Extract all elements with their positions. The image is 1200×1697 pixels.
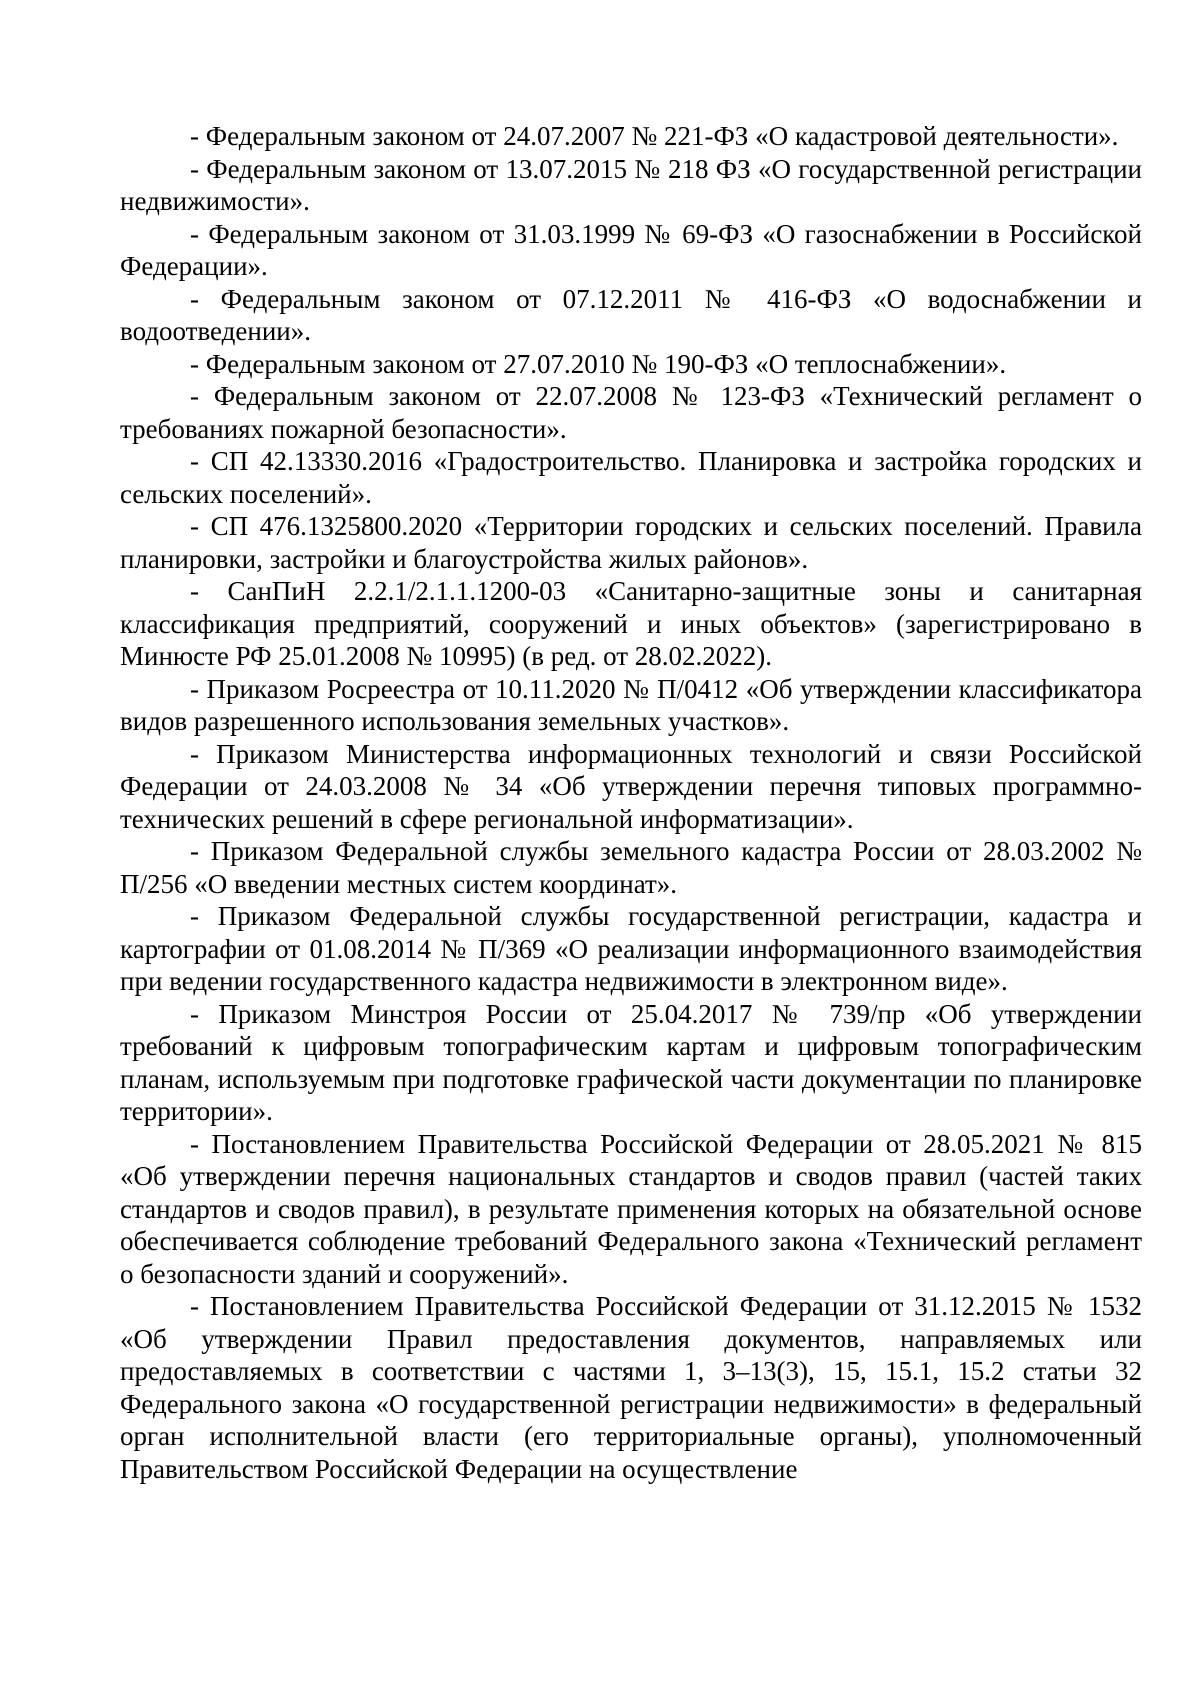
legal-reference-item: - Федеральным законом от 27.07.2010 № 190-ФЗ «О теплоснабжении».	[190, 348, 1007, 379]
legal-reference-item: - Федеральным законом от 22.07.2008 № 123-ФЗ «Технический регламент о требованиях пожарной безопасности».	[120, 381, 1142, 444]
legal-reference-item: - Федеральным законом от 13.07.2015 № 218 ФЗ «О государственной регистрации недвижимости».	[120, 153, 1142, 216]
legal-reference-item: - СП 476.1325800.2020 «Территории городских и сельских поселений. Правила планировки, застройки и благоустройства жилых районов».	[120, 511, 1142, 574]
legal-reference-item: - Приказом Минстроя России от 25.04.2017 № 739/пр «Об утверждении требований к цифровым топографическим картам и цифровым топографическим планам, используемым при подготовке графической части документации по планировке территории».	[120, 998, 1142, 1126]
legal-reference-item: - Приказом Росреестра от 10.11.2020 № П/0412 «Об утверждении классификатора видов разрешенного использования земельных участков».	[120, 673, 1142, 736]
legal-reference-item: - Приказом Министерства информационных технологий и связи Российской Федерации от 24.03.2008 № 34 «Об утверждении перечня типовых программно-технических решений в сфере региональной информатизации».	[120, 738, 1142, 834]
legal-reference-item: - Приказом Федеральной службы государственной регистрации, кадастра и картографии от 01.08.2014 № П/369 «О реализации информационного взаимодействия при ведении государственного кадастра недвижимости в электронном виде».	[120, 901, 1142, 996]
legal-reference-item: - Федеральным законом от 31.03.1999 № 69-ФЗ «О газоснабжении в Российской Федерации».	[120, 218, 1142, 281]
legal-reference-item: - Федеральным законом от 24.07.2007 № 221-ФЗ «О кадастровой деятельности».	[190, 121, 1119, 151]
legal-reference-item: - СанПиН 2.2.1/2.1.1.1200-03 «Санитарно-защитные зоны и санитарная классификация предприятий, сооружений и иных объектов» (зарегистрировано в Минюсте РФ 25.01.2008 № 10995) (в ред. от 28.02.2022).	[120, 576, 1142, 671]
legal-reference-item: - Приказом Федеральной службы земельного кадастра России от 28.03.2002 № П/256 «О введении местных систем координат».	[120, 836, 1142, 899]
legal-reference-item: - Постановлением Правительства Российской Федерации от 31.12.2015 № 1532 «Об утверждении Правил предоставления документов, направляемых или предоставляемых в соответствии с частями 1, 3–13(3), 15, 15.1, 15.2 статьи 32 Федерального закона «О государственной регистрации недвижимости» в федеральный орган исполнительной власти (его территориальные органы), уполномоченный Правительством Российской Федерации на осуществление	[120, 1291, 1142, 1484]
legal-reference-item: - Постановлением Правительства Российской Федерации от 28.05.2021 № 815 «Об утверждении перечня национальных стандартов и сводов правил (частей таких стандартов и сводов правил), в результате применения которых на обязательной основе обеспечивается соблюдение требований Федерального закона «Технический регламент о безопасности зданий и сооружений».	[120, 1128, 1142, 1289]
legal-reference-item: - СП 42.13330.2016 «Градостроительство. Планировка и застройка городских и сельских поселений».	[120, 446, 1142, 509]
document-page	[120, 120, 1142, 1620]
legal-reference-item: - Федеральным законом от 07.12.2011 № 416-ФЗ «О водоснабжении и водоотведении».	[120, 283, 1142, 346]
